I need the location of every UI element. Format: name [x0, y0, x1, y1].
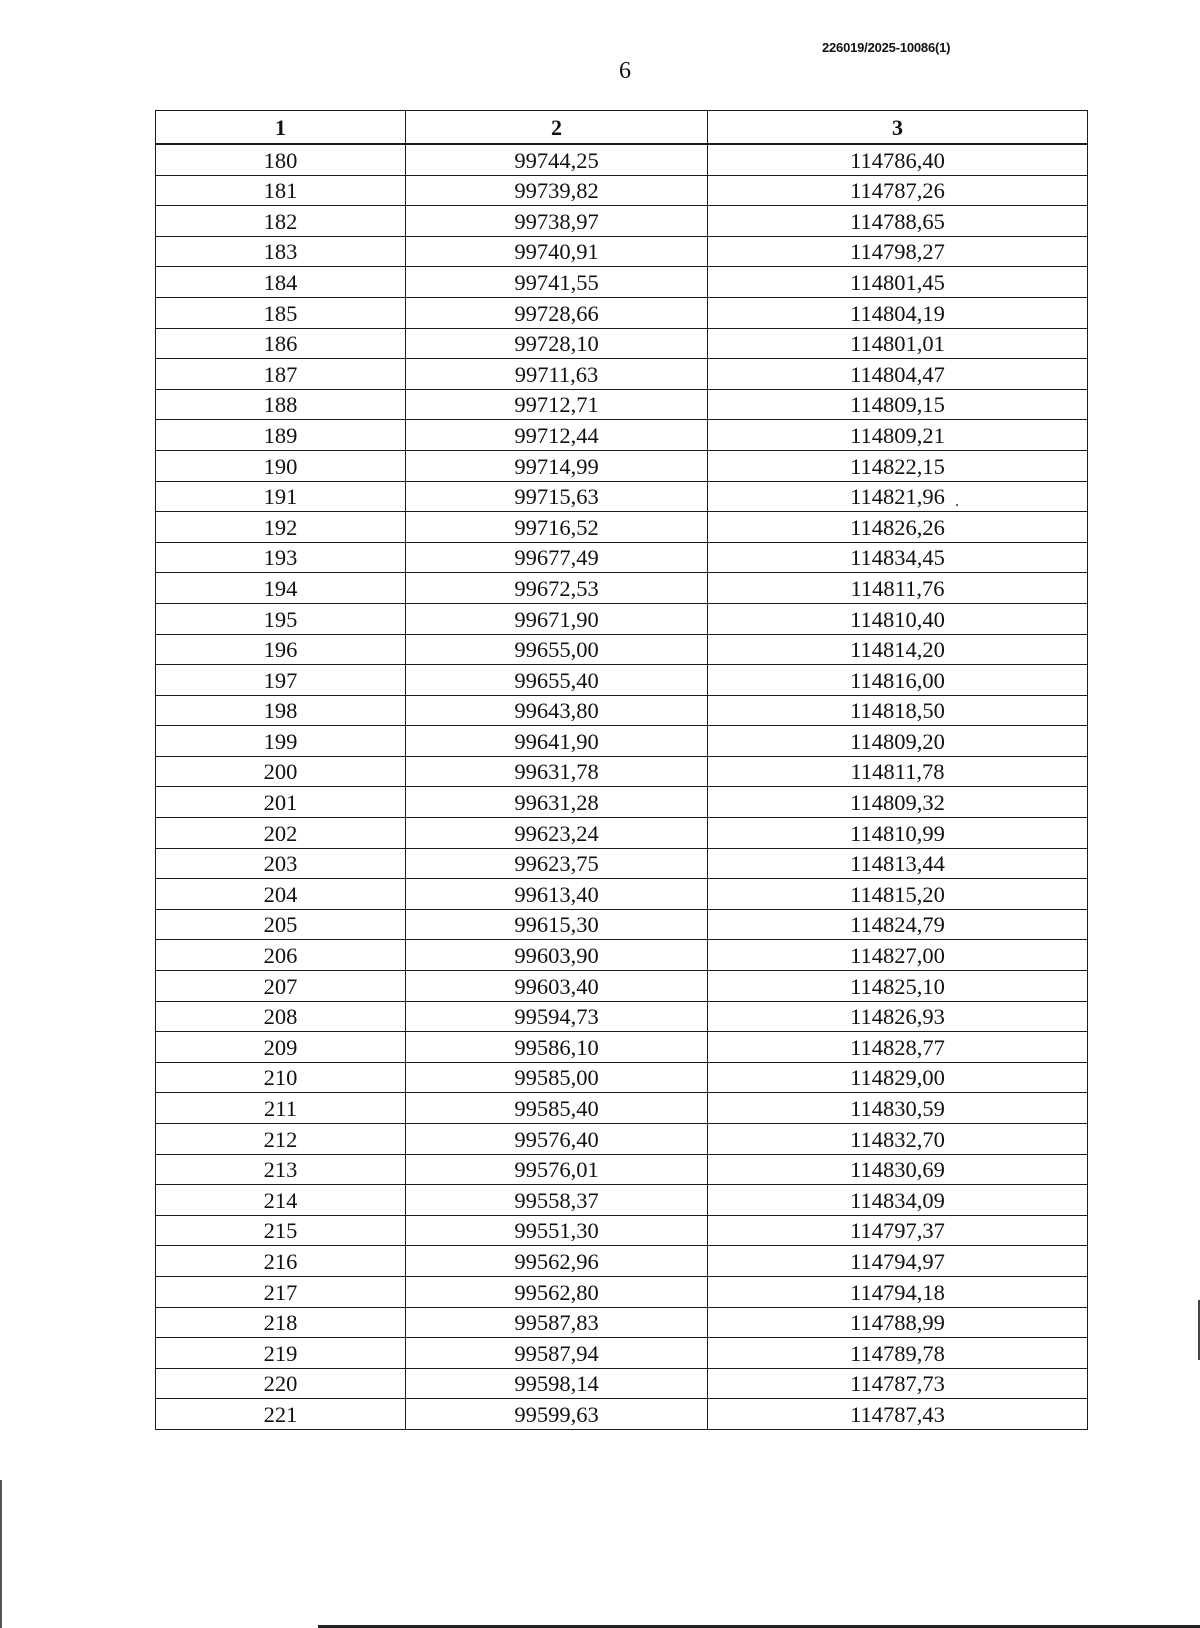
row-number-cell: 218 [156, 1307, 406, 1338]
table-header [156, 111, 1088, 145]
table-row [156, 144, 1088, 175]
x-coordinate-cell: 99714,99 [406, 450, 708, 481]
y-coordinate-cell: 114826,26 [708, 512, 1088, 543]
scan-speck [956, 504, 958, 506]
x-coordinate-cell: 99587,94 [406, 1338, 708, 1369]
row-number-cell: 206 [156, 940, 406, 971]
row-number-cell: 213 [156, 1154, 406, 1185]
column-header-1: 1 [156, 111, 406, 145]
y-coordinate-cell: 114788,99 [708, 1307, 1088, 1338]
row-number-cell: 186 [156, 328, 406, 359]
table-row [156, 206, 1088, 237]
y-coordinate-cell: 114814,20 [708, 634, 1088, 665]
header-row [156, 111, 1088, 145]
y-coordinate-cell: 114830,69 [708, 1154, 1088, 1185]
table-row [156, 450, 1088, 481]
table-row [156, 1124, 1088, 1155]
x-coordinate-cell: 99594,73 [406, 1001, 708, 1032]
table-row [156, 971, 1088, 1002]
y-coordinate-cell: 114834,09 [708, 1185, 1088, 1216]
x-coordinate-cell: 99587,83 [406, 1307, 708, 1338]
y-coordinate-cell: 114809,15 [708, 389, 1088, 420]
table-row [156, 389, 1088, 420]
row-number-cell: 204 [156, 879, 406, 910]
row-number-cell: 194 [156, 573, 406, 604]
table-row [156, 297, 1088, 328]
row-number-cell: 185 [156, 297, 406, 328]
x-coordinate-cell: 99739,82 [406, 175, 708, 206]
table-row [156, 542, 1088, 573]
row-number-cell: 180 [156, 144, 406, 175]
y-coordinate-cell: 114811,76 [708, 573, 1088, 604]
x-coordinate-cell: 99603,90 [406, 940, 708, 971]
x-coordinate-cell: 99585,00 [406, 1062, 708, 1093]
y-coordinate-cell: 114787,43 [708, 1399, 1088, 1430]
table-row [156, 1215, 1088, 1246]
table-row [156, 328, 1088, 359]
y-coordinate-cell: 114809,21 [708, 420, 1088, 451]
x-coordinate-cell: 99672,53 [406, 573, 708, 604]
x-coordinate-cell: 99558,37 [406, 1185, 708, 1216]
x-coordinate-cell: 99711,63 [406, 359, 708, 390]
table-row [156, 573, 1088, 604]
row-number-cell: 199 [156, 726, 406, 757]
y-coordinate-cell: 114810,99 [708, 818, 1088, 849]
row-number-cell: 201 [156, 787, 406, 818]
row-number-cell: 189 [156, 420, 406, 451]
x-coordinate-cell: 99615,30 [406, 909, 708, 940]
y-coordinate-cell: 114787,73 [708, 1368, 1088, 1399]
y-coordinate-cell: 114794,97 [708, 1246, 1088, 1277]
table-row [156, 1338, 1088, 1369]
row-number-cell: 212 [156, 1124, 406, 1155]
table-row [156, 1185, 1088, 1216]
row-number-cell: 195 [156, 603, 406, 634]
x-coordinate-cell: 99562,80 [406, 1276, 708, 1307]
table-row [156, 940, 1088, 971]
table-row [156, 603, 1088, 634]
row-number-cell: 216 [156, 1246, 406, 1277]
y-coordinate-cell: 114787,26 [708, 175, 1088, 206]
x-coordinate-cell: 99712,44 [406, 420, 708, 451]
y-coordinate-cell: 114809,20 [708, 726, 1088, 757]
x-coordinate-cell: 99613,40 [406, 879, 708, 910]
row-number-cell: 184 [156, 267, 406, 298]
table-row [156, 1276, 1088, 1307]
y-coordinate-cell: 114804,47 [708, 359, 1088, 390]
y-coordinate-cell: 114818,50 [708, 695, 1088, 726]
table-row [156, 848, 1088, 879]
table-row [156, 879, 1088, 910]
row-number-cell: 198 [156, 695, 406, 726]
table-row [156, 726, 1088, 757]
x-coordinate-cell: 99599,63 [406, 1399, 708, 1430]
y-coordinate-cell: 114794,18 [708, 1276, 1088, 1307]
y-coordinate-cell: 114789,78 [708, 1338, 1088, 1369]
table-row [156, 787, 1088, 818]
y-coordinate-cell: 114826,93 [708, 1001, 1088, 1032]
y-coordinate-cell: 114828,77 [708, 1032, 1088, 1063]
y-coordinate-cell: 114829,00 [708, 1062, 1088, 1093]
x-coordinate-cell: 99741,55 [406, 267, 708, 298]
page-number: 6 [619, 58, 631, 84]
y-coordinate-cell: 114801,45 [708, 267, 1088, 298]
y-coordinate-cell: 114811,78 [708, 756, 1088, 787]
row-number-cell: 220 [156, 1368, 406, 1399]
row-number-cell: 217 [156, 1276, 406, 1307]
coordinates-table [155, 110, 1088, 1430]
column-header-2: 2 [406, 111, 708, 145]
y-coordinate-cell: 114813,44 [708, 848, 1088, 879]
x-coordinate-cell: 99728,10 [406, 328, 708, 359]
y-coordinate-cell: 114832,70 [708, 1124, 1088, 1155]
table-row [156, 665, 1088, 696]
row-number-cell: 181 [156, 175, 406, 206]
row-number-cell: 188 [156, 389, 406, 420]
x-coordinate-cell: 99677,49 [406, 542, 708, 573]
row-number-cell: 221 [156, 1399, 406, 1430]
x-coordinate-cell: 99728,66 [406, 297, 708, 328]
x-coordinate-cell: 99623,75 [406, 848, 708, 879]
x-coordinate-cell: 99671,90 [406, 603, 708, 634]
row-number-cell: 203 [156, 848, 406, 879]
y-coordinate-cell: 114809,32 [708, 787, 1088, 818]
x-coordinate-cell: 99623,24 [406, 818, 708, 849]
y-coordinate-cell: 114810,40 [708, 603, 1088, 634]
y-coordinate-cell: 114801,01 [708, 328, 1088, 359]
y-coordinate-cell: 114797,37 [708, 1215, 1088, 1246]
table-row [156, 909, 1088, 940]
table-row [156, 1307, 1088, 1338]
x-coordinate-cell: 99715,63 [406, 481, 708, 512]
x-coordinate-cell: 99631,78 [406, 756, 708, 787]
table-row [156, 695, 1088, 726]
x-coordinate-cell: 99551,30 [406, 1215, 708, 1246]
row-number-cell: 193 [156, 542, 406, 573]
row-number-cell: 209 [156, 1032, 406, 1063]
row-number-cell: 183 [156, 236, 406, 267]
x-coordinate-cell: 99716,52 [406, 512, 708, 543]
y-coordinate-cell: 114815,20 [708, 879, 1088, 910]
x-coordinate-cell: 99576,01 [406, 1154, 708, 1185]
row-number-cell: 191 [156, 481, 406, 512]
y-coordinate-cell: 114827,00 [708, 940, 1088, 971]
x-coordinate-cell: 99586,10 [406, 1032, 708, 1063]
table-row [156, 634, 1088, 665]
y-coordinate-cell: 114821,96 [708, 481, 1088, 512]
row-number-cell: 211 [156, 1093, 406, 1124]
row-number-cell: 208 [156, 1001, 406, 1032]
table-row [156, 359, 1088, 390]
y-coordinate-cell: 114834,45 [708, 542, 1088, 573]
x-coordinate-cell: 99655,40 [406, 665, 708, 696]
x-coordinate-cell: 99603,40 [406, 971, 708, 1002]
y-coordinate-cell: 114822,15 [708, 450, 1088, 481]
row-number-cell: 214 [156, 1185, 406, 1216]
column-header-3: 3 [708, 111, 1088, 145]
table-row [156, 267, 1088, 298]
table-body [156, 144, 1088, 1429]
row-number-cell: 205 [156, 909, 406, 940]
table-row [156, 756, 1088, 787]
row-number-cell: 200 [156, 756, 406, 787]
table-row [156, 420, 1088, 451]
x-coordinate-cell: 99576,40 [406, 1124, 708, 1155]
y-coordinate-cell: 114825,10 [708, 971, 1088, 1002]
y-coordinate-cell: 114804,19 [708, 297, 1088, 328]
x-coordinate-cell: 99744,25 [406, 144, 708, 175]
table-row [156, 818, 1088, 849]
y-coordinate-cell: 114816,00 [708, 665, 1088, 696]
row-number-cell: 192 [156, 512, 406, 543]
table-row [156, 1032, 1088, 1063]
table-row [156, 1399, 1088, 1430]
x-coordinate-cell: 99712,71 [406, 389, 708, 420]
x-coordinate-cell: 99655,00 [406, 634, 708, 665]
y-coordinate-cell: 114830,59 [708, 1093, 1088, 1124]
x-coordinate-cell: 99641,90 [406, 726, 708, 757]
x-coordinate-cell: 99562,96 [406, 1246, 708, 1277]
x-coordinate-cell: 99738,97 [406, 206, 708, 237]
table-row [156, 1001, 1088, 1032]
table-row [156, 236, 1088, 267]
scan-edge-left [0, 1480, 2, 1628]
row-number-cell: 182 [156, 206, 406, 237]
row-number-cell: 202 [156, 818, 406, 849]
table-row [156, 1246, 1088, 1277]
row-number-cell: 190 [156, 450, 406, 481]
document-id: 226019/2025-10086(1) [822, 40, 951, 55]
row-number-cell: 207 [156, 971, 406, 1002]
row-number-cell: 187 [156, 359, 406, 390]
row-number-cell: 215 [156, 1215, 406, 1246]
x-coordinate-cell: 99598,14 [406, 1368, 708, 1399]
y-coordinate-cell: 114786,40 [708, 144, 1088, 175]
table-row [156, 175, 1088, 206]
x-coordinate-cell: 99631,28 [406, 787, 708, 818]
table-row [156, 1062, 1088, 1093]
table-row [156, 1368, 1088, 1399]
x-coordinate-cell: 99643,80 [406, 695, 708, 726]
x-coordinate-cell: 99740,91 [406, 236, 708, 267]
row-number-cell: 197 [156, 665, 406, 696]
y-coordinate-cell: 114788,65 [708, 206, 1088, 237]
y-coordinate-cell: 114824,79 [708, 909, 1088, 940]
table-row [156, 1154, 1088, 1185]
table-row [156, 512, 1088, 543]
table-row [156, 481, 1088, 512]
row-number-cell: 196 [156, 634, 406, 665]
x-coordinate-cell: 99585,40 [406, 1093, 708, 1124]
row-number-cell: 210 [156, 1062, 406, 1093]
row-number-cell: 219 [156, 1338, 406, 1369]
y-coordinate-cell: 114798,27 [708, 236, 1088, 267]
table-row [156, 1093, 1088, 1124]
